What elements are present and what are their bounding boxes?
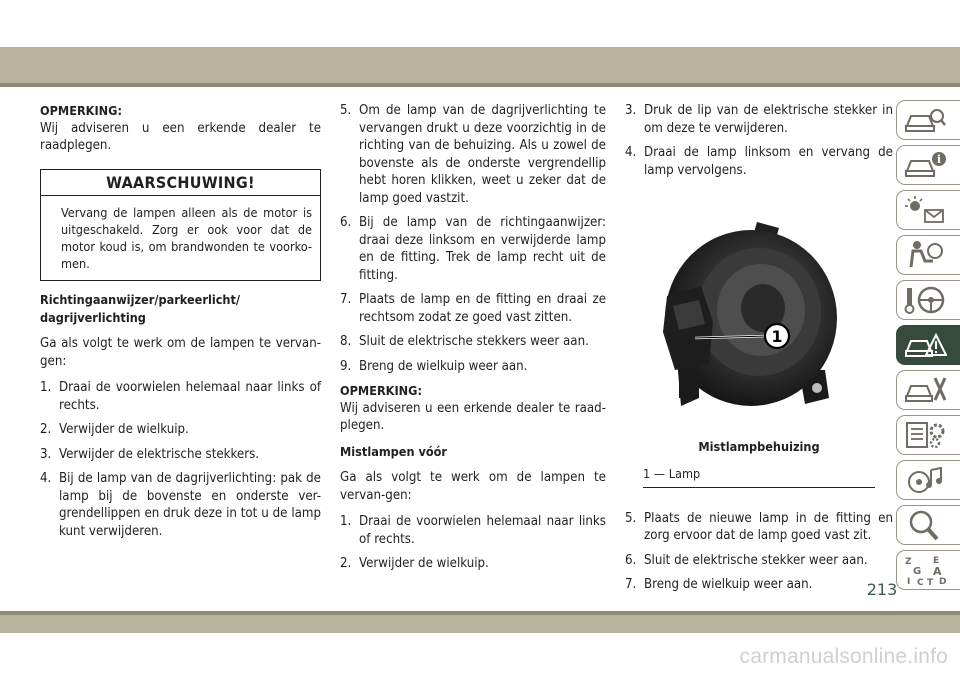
tab-steering-wheel[interactable]	[896, 280, 960, 320]
list-item	[40, 446, 321, 464]
note-heading: OPMERKING:	[40, 103, 122, 118]
step-text: Draai de voorwielen helemaal naar links of rechts.	[359, 514, 606, 547]
note-heading: OPMERKING:	[340, 383, 422, 398]
car-hazard-icon	[903, 329, 947, 361]
step-list	[340, 513, 606, 573]
page-top-margin	[0, 0, 960, 47]
step-number: 3.	[625, 103, 637, 118]
list-item	[340, 513, 606, 548]
step-list	[40, 379, 321, 540]
figure-caption: Mistlampbehuizing	[698, 438, 820, 454]
intro-text: Ga als volgt te werk om de lampen te vervan-gen:	[340, 470, 606, 503]
section-heading-line-2: dagrijverlichting	[40, 309, 146, 325]
list-item	[340, 555, 606, 573]
index-letter: G	[913, 566, 922, 577]
step-number: 5.	[625, 510, 637, 526]
header-rule	[0, 83, 960, 87]
tab-warning-lights[interactable]	[896, 190, 960, 230]
step-text: Breng de wielkuip weer aan.	[359, 358, 528, 374]
step-number: 4.	[625, 145, 637, 160]
step-number: 2.	[40, 422, 52, 437]
step-number: 1.	[40, 380, 52, 395]
tab-car-info[interactable]	[896, 145, 960, 185]
step-text: Sluit de elektrische stekkers weer aan.	[359, 334, 589, 349]
step-text: Om de lamp van de dagrijverlichting te vervangen drukt u deze voorzichtig in de richting van de behuizing. Als u zowel de bovenste als de onderste vergrendellip hebt horen klikken, weet u zeker dat de lamp goed vastzit.	[359, 103, 606, 206]
step-number: 8.	[340, 334, 352, 349]
tab-car-search[interactable]	[896, 100, 960, 140]
step-text: Draai de voorwielen helemaal naar links of rechts.	[59, 380, 321, 413]
figure-legend: 1 — Lamp	[643, 465, 875, 488]
step-number: 2.	[340, 556, 352, 571]
list-item	[625, 576, 893, 594]
car-wrench-icon	[903, 374, 947, 406]
index-letter: E	[933, 556, 940, 566]
magnifier-icon	[903, 509, 947, 541]
page-number: 213	[866, 580, 898, 599]
list-item	[340, 333, 606, 351]
header-bar	[0, 47, 960, 83]
tab-spec-list[interactable]	[896, 415, 960, 455]
step-text: Verwijder de wielkuip.	[59, 422, 189, 437]
step-text: Breng de wielkuip weer aan.	[644, 577, 813, 592]
svg-text:i: i	[936, 153, 942, 166]
index-letter: I	[907, 577, 911, 586]
column-3	[625, 102, 893, 601]
step-text: Verwijder de wielkuip.	[359, 556, 489, 571]
step-number: 3.	[40, 446, 52, 462]
step-number: 6.	[340, 215, 352, 230]
index-letter: Z	[905, 557, 912, 567]
list-item	[625, 102, 893, 137]
tab-car-wrench[interactable]	[896, 370, 960, 410]
step-number: 6.	[625, 552, 637, 568]
tab-airbag-seat[interactable]	[896, 235, 960, 275]
step-number: 5.	[340, 103, 352, 118]
tab-magnifier[interactable]	[896, 505, 960, 545]
section-heading-mistlampen: Mistlampen vóór	[340, 443, 448, 459]
list-item	[625, 552, 893, 570]
tab-car-hazard[interactable]	[896, 325, 960, 365]
step-text: Druk de lip van de elektrische stekker in om deze te verwijderen.	[644, 103, 893, 136]
note-text: Wij adviseren u een erkende dealer te raadplegen.	[40, 120, 321, 153]
list-item	[340, 214, 606, 284]
figure-callout: 1	[771, 327, 783, 346]
list-item	[40, 470, 321, 540]
steering-wheel-key-icon	[903, 284, 947, 316]
step-list	[625, 102, 893, 179]
step-number: 7.	[625, 577, 637, 592]
list-item	[340, 102, 606, 207]
step-number: 9.	[340, 358, 352, 374]
list-item	[625, 144, 893, 179]
list-item	[625, 510, 893, 545]
car-info-icon	[903, 149, 947, 181]
step-number: 7.	[340, 292, 352, 307]
section-heading-line-1: Richtingaanwijzer/parkeerlicht/	[40, 292, 241, 307]
index-letter: T	[927, 578, 934, 586]
car-search-icon	[903, 104, 947, 136]
step-number: 1.	[340, 514, 352, 529]
step-text: Verwijder de elektrische stekkers.	[59, 446, 260, 462]
tab-alphabet-index[interactable]	[896, 550, 960, 590]
step-text: Sluit de elektrische stekker weer aan.	[644, 552, 868, 568]
column-2	[340, 102, 606, 580]
list-item	[40, 421, 321, 439]
warning-text: Vervang de lampen alleen als de motor is uitgeschakeld. Zorg er ook voor dat de motor koud is, om brandwonden te voorko-men.	[61, 205, 312, 271]
step-text: Bij de lamp van de dagrijverlichting: pak de lamp bij de bovenste en onderste ver-grendellippen en druk deze in tot u de lamp kunt verwijderen.	[59, 471, 321, 539]
airbag-seat-icon	[903, 239, 947, 271]
spec-list-gear-icon	[903, 419, 947, 451]
tab-multimedia[interactable]	[896, 460, 960, 500]
multimedia-icon	[903, 464, 947, 496]
step-list	[340, 102, 606, 375]
section-heading-richtingaanwijzer	[40, 291, 321, 326]
footer-bar	[0, 615, 960, 633]
step-list	[625, 510, 893, 594]
step-number: 4.	[40, 471, 52, 486]
warning-box	[40, 169, 321, 282]
step-text: Plaats de lamp en de fitting en draai ze rechtsom zodat ze goed vast zitten.	[359, 292, 606, 325]
index-letter: C	[917, 578, 924, 586]
step-text: Bij de lamp van de richtingaanwijzer: draai deze linksom en verwijderde lamp en de fitting. Trek de lamp recht uit de fitting.	[359, 215, 606, 283]
note-text: Wij adviseren u een erkende dealer te raad-plegen.	[340, 400, 606, 433]
alphabet-index-icon	[903, 554, 947, 586]
step-text: Plaats de nieuwe lamp in de fitting en zorg ervoor dat de lamp goed vast zit.	[644, 510, 893, 543]
chapter-tabs	[896, 100, 960, 595]
watermark-text: carmanualsonline.info	[739, 645, 948, 668]
column-1	[40, 102, 321, 547]
list-item	[340, 291, 606, 326]
step-text: Draai de lamp linksom en vervang de lamp vervolgens.	[644, 145, 893, 178]
list-item	[340, 358, 606, 376]
warning-title: WAARSCHUWING!	[41, 170, 320, 197]
fog-lamp-housing-figure	[629, 220, 881, 420]
list-item	[40, 379, 321, 414]
index-letter: D	[939, 577, 947, 586]
intro-text: Ga als volgt te werk om de lampen te vervan-gen:	[40, 336, 321, 369]
index-letter: A	[933, 565, 942, 578]
warning-lights-message-icon	[903, 194, 947, 226]
